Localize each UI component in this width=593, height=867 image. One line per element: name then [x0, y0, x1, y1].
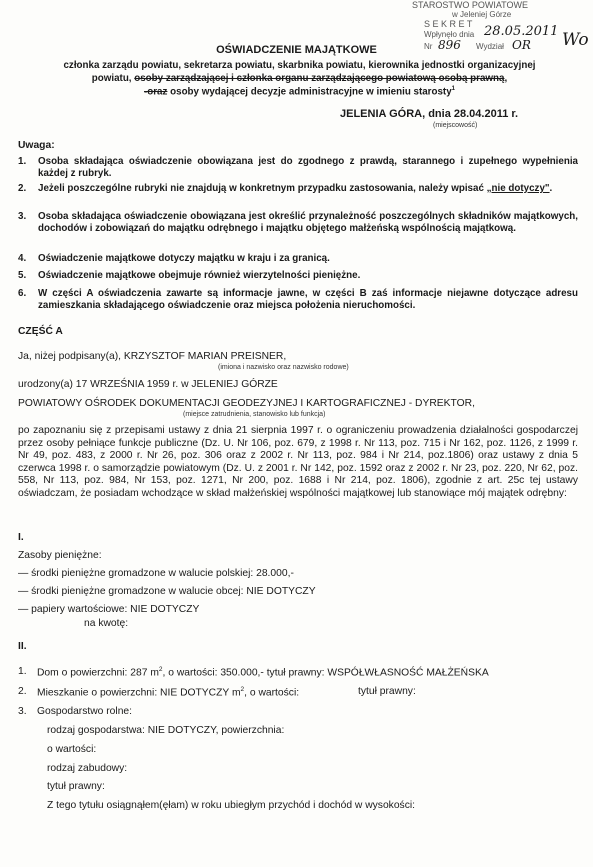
securities-amount: na kwotę: [84, 618, 129, 629]
stamp-secretariat: S E K R E T [424, 19, 473, 29]
header-line-1 [12, 60, 587, 72]
section-1-title: I. [18, 532, 24, 543]
declarant-name: KRZYSZTOF MARIAN PREISNER, [123, 351, 287, 362]
flat-legal-title: tytuł prawny: [358, 686, 416, 697]
place-caption: (miejscowość) [433, 122, 478, 129]
note-2-text: Jeżeli poszczególne rubryki nie znajdują w konkretnym przypadku zastosowania, należy wpisać [38, 183, 484, 194]
house-line [37, 666, 489, 680]
stamp-number-label: Nr [424, 42, 433, 51]
flat-area-unit-sup: 2 [240, 686, 245, 693]
stamp-department-label: Wydział [476, 42, 504, 51]
note-1-number: 1. [18, 156, 27, 167]
cash-heading: Zasoby pieniężne: [18, 550, 102, 561]
note-6-number: 6. [18, 288, 27, 299]
house-area: Dom o powierzchni: 287 m [37, 667, 159, 679]
note-2-quote: „nie dotyczy" [486, 183, 550, 194]
handwritten-initials: Wo [562, 30, 589, 50]
header-line-1-text: członka zarządu powiatu, sekretarza powiatu, skarbnika powiatu, kierownika jednostki organizacyjnej [63, 60, 536, 71]
place-date: JELENIA GÓRA, dnia 28.04.2011 r. [340, 108, 519, 120]
note-5-text: Oświadczenie majątkowe obejmuje również wierzytelności pieniężne. [38, 270, 361, 281]
house-area-unit-sup: 2 [158, 666, 163, 673]
flat-line [37, 686, 299, 700]
cash-foreign: — środki pieniężne gromadzone w walucie obcej: NIE DOTYCZY [18, 586, 316, 597]
farm-value: o wartości: [47, 744, 97, 755]
farm-type: rodzaj gospodarstwa: NIE DOTYCZY, powierzchnia: [47, 725, 285, 736]
securities: — papiery wartościowe: NIE DOTYCZY [18, 604, 200, 615]
employer-caption: (miejsce zatrudnienia, stanowisko lub funkcja) [183, 411, 326, 418]
flat-area: Mieszkanie o powierzchni: NIE DOTYCZY m [37, 687, 241, 699]
note-3-text: Osoba składająca oświadczenie obowiązana jest określić przynależność poszczególnych składników majątkowych, dochodów i zobowiązań do majątku odrębnego i majątku objętego małżeńską wspólnością majątkową. [38, 211, 578, 235]
header-line-2a: powiatu, [91, 73, 135, 84]
legal-basis-paragraph: po zapoznaniu się z przepisami ustawy z dnia 21 sierpnia 1997 r. o ograniczeniu prowadzenia działalności gospodarczej przez osoby pełniące funkcje publiczne (Dz. U. Nr 106, poz. 679, z 1998 r. Nr 113, poz. 715 i Nr 162, poz. 1126, z 1999 r. Nr 49, poz. 483, z 2000 r. Nr 26, poz. 306 oraz z 2002 r. Nr 113, poz. 984 i Nr 214, poz.1806) oraz ustawy z dnia 5 czerwca 1998 r. o samorządzie powiatowym (Dz. U. z 2001 r. Nr 142, poz. 1592 oraz z 2002 r. Nr 23, poz. 220, Nr 62, poz. 558, Nr 113, poz. 984, Nr 153, poz. 1271, Nr 200, poz. 1688 i Nr 214, poz. 1806), zgodnie z art. 25c tej ustawy oświadczam, że posiadam wchodzące w skład małżeńskiej wspólności majątkowej lub stanowiące mój majątek odrębny: [18, 425, 578, 499]
farm-legal-title: tytuł prawny: [47, 781, 105, 792]
cash-pln: — środki pieniężne gromadzone w walucie polskiej: 28.000,- [18, 568, 294, 579]
flat-number: 2. [18, 686, 27, 697]
house-details: , o wartości: 350.000,- tytuł prawny: WSPÓŁWŁASNOŚĆ MAŁŻEŃSKA [162, 667, 489, 679]
document-title: OŚWIADCZENIE MAJĄTKOWE [216, 44, 377, 56]
note-3-number: 3. [18, 211, 27, 222]
header-line-3b: osoby wydającej decyzje administracyjne w imieniu starosty [167, 86, 452, 98]
notes-title: Uwaga: [18, 140, 55, 151]
stamp-number-value: 896 [438, 38, 461, 52]
note-2-tail: . [549, 183, 553, 194]
stamp-department-value: OR [512, 38, 531, 52]
flat-value: , o wartości: [244, 687, 300, 699]
part-a-title: CZĘŚĆ A [18, 326, 63, 337]
note-5-number: 5. [18, 270, 27, 281]
note-2-text-wrap [38, 183, 578, 195]
farm-buildings: rodzaj zabudowy: [47, 763, 128, 774]
note-4-number: 4. [18, 253, 27, 264]
employer-line: POWIATOWY OŚRODEK DOKUMENTACJI GEODEZYJNEJ I KARTOGRAFICZNEJ - DYREKTOR, [18, 398, 475, 409]
note-1-text: Osoba składająca oświadczenie obowiązana jest do zgodnego z prawdą, starannego i zupełnego wypełnienia każdej z rubryk. [38, 156, 578, 180]
stamp-received-date: 28.05.2011 [484, 24, 559, 39]
header-line-3a: -oraz [144, 86, 168, 98]
note-2-number: 2. [18, 183, 27, 194]
note-4-text: Oświadczenie majątkowe dotyczy majątku w kraju i za granicą. [38, 253, 330, 264]
farm-heading: Gospodarstwo rolne: [37, 706, 133, 717]
stamp-office: STAROSTWO POWIATOWE [412, 0, 528, 10]
section-2-title: II. [18, 641, 27, 652]
stamp-received-label: Wpłynęło dnia [424, 30, 475, 39]
header-line-2b: osoby zarządzającej i członka organu zarządzającego powiatową osobą prawną [134, 73, 505, 84]
declarant-prefix: Ja, niżej podpisany(a), [18, 351, 124, 362]
stamp-city: w Jeleniej Górze [452, 10, 512, 19]
farm-number: 3. [18, 706, 27, 717]
declarant-line [18, 351, 286, 364]
note-6-text: W części A oświadczenia zawarte są informacje jawne, w części B zaś informacje niejawne dotyczące adresu zamieszkania składającego oświadczenie oraz miejsca położenia nieruchomości. [38, 288, 578, 312]
birth-line: urodzony(a) 17 WRZEŚNIA 1959 r. w JELENIEJ GÓRZE [18, 379, 278, 390]
header-line-2 [12, 73, 587, 85]
header-line-3 [12, 86, 587, 99]
house-number: 1. [18, 666, 27, 677]
header-line-2c: , [504, 73, 508, 84]
farm-income: Z tego tytułu osiągnąłem(ęłam) w roku ubiegłym przychód i dochód w wysokości: [47, 800, 415, 811]
declarant-caption: (imiona i nazwisko oraz nazwisko rodowe) [218, 364, 349, 371]
header-footnote-mark: 1 [451, 86, 455, 92]
